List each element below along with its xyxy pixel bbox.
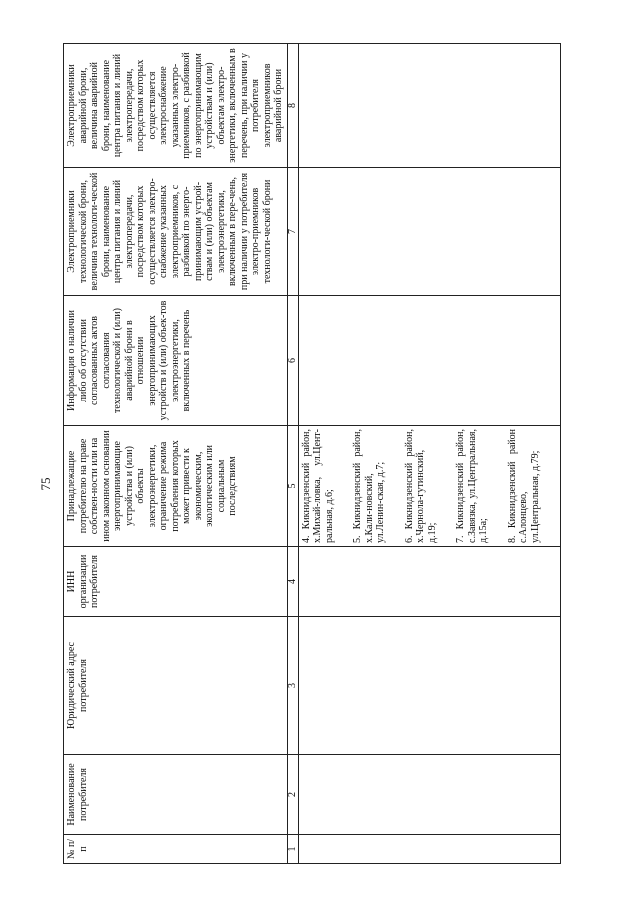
table-row bbox=[298, 44, 561, 864]
column-number: 7 bbox=[287, 168, 298, 296]
cell-agreement-info bbox=[298, 296, 561, 426]
cell-inn bbox=[298, 547, 561, 617]
header-col-2: Наименование потребителя bbox=[64, 755, 288, 835]
header-col-4: ИНН организации потребителя bbox=[64, 547, 288, 617]
header-col-3: Юридический адрес потребителя bbox=[64, 617, 288, 755]
header-col-1: № п/п bbox=[64, 835, 288, 864]
address-item: 7. Кикнидзенский район, с.Завязка, ул.Центральная, д.15а; bbox=[455, 429, 489, 543]
header-col-8: Электроприемники аварийной брони, величина аварийной брони, наименование центра питания и линий электропередачи, посредством которых осуществляется электроснабжение указанных электро-приемников, с разбивкой по энергопринимающим устройствам и (или) объектам электро-энергетики, включенным в перечень, при наличии у потребителя электроприемников аварийной брони bbox=[64, 44, 288, 168]
page-number: 75 bbox=[38, 477, 53, 491]
address-item: 8. Кикнидзенский район с.Алонцево, ул.Центральная, д.79; bbox=[506, 429, 541, 543]
header-col-5: Принадлежащие потребителю на праве собствен-ности или на ином законном основании энергопринимающие устройства и (или) объекты электроэнергетики, ограничение режима потребления которых может привести к экономическим, экологическим или социальным последствиям bbox=[64, 426, 288, 547]
cell-devices-addresses bbox=[298, 426, 561, 547]
cell-emergency-reserve bbox=[298, 44, 561, 168]
column-number: 8 bbox=[287, 44, 298, 168]
column-number: 6 bbox=[287, 296, 298, 426]
cell-index bbox=[298, 835, 561, 864]
column-number: 5 bbox=[287, 426, 298, 547]
column-number: 2 bbox=[287, 755, 298, 835]
cell-consumer-name bbox=[298, 755, 561, 835]
address-item: 6. Кикнидзенский район, х.Чернола-гутинский, д.19; bbox=[403, 429, 438, 543]
column-number-row bbox=[287, 44, 298, 864]
cell-technological-reserve bbox=[298, 168, 561, 296]
header-col-7: Электроприемники технологической брони, величина технологи-ческой брони, наименование центра питания и линий электропередачи, посредством которых осуществляется электро-снабжение указанных электроприемников, с разбивкой по энерго-принимающим устрой-ствам и (или) объектам электроэнергетики, включенным в пере-чень, при наличии у потребителя электро-приемников технологи-ческой брони bbox=[64, 168, 288, 296]
address-item: 5. Кикнидзенский район, х.Кали-новский, ул.Ленин-ская, д.7; bbox=[352, 429, 386, 543]
column-number: 3 bbox=[287, 617, 298, 755]
header-col-6: Информация о наличии либо об отсутствии согласованных актов согласования технологической и (или) аварийной брони в отношении энергопринимающих устройств и (или) объек-тов электроэнергетики, включенных в перечень bbox=[64, 296, 288, 426]
column-number: 4 bbox=[287, 547, 298, 617]
cell-legal-address bbox=[298, 617, 561, 755]
address-item: 4. Кикнидзенский район, х.Михай-ловка, ул.Цент-ральная, д.6; bbox=[300, 429, 335, 543]
header-row bbox=[64, 44, 288, 864]
consumer-table bbox=[63, 43, 561, 864]
column-number: 1 bbox=[287, 835, 298, 864]
